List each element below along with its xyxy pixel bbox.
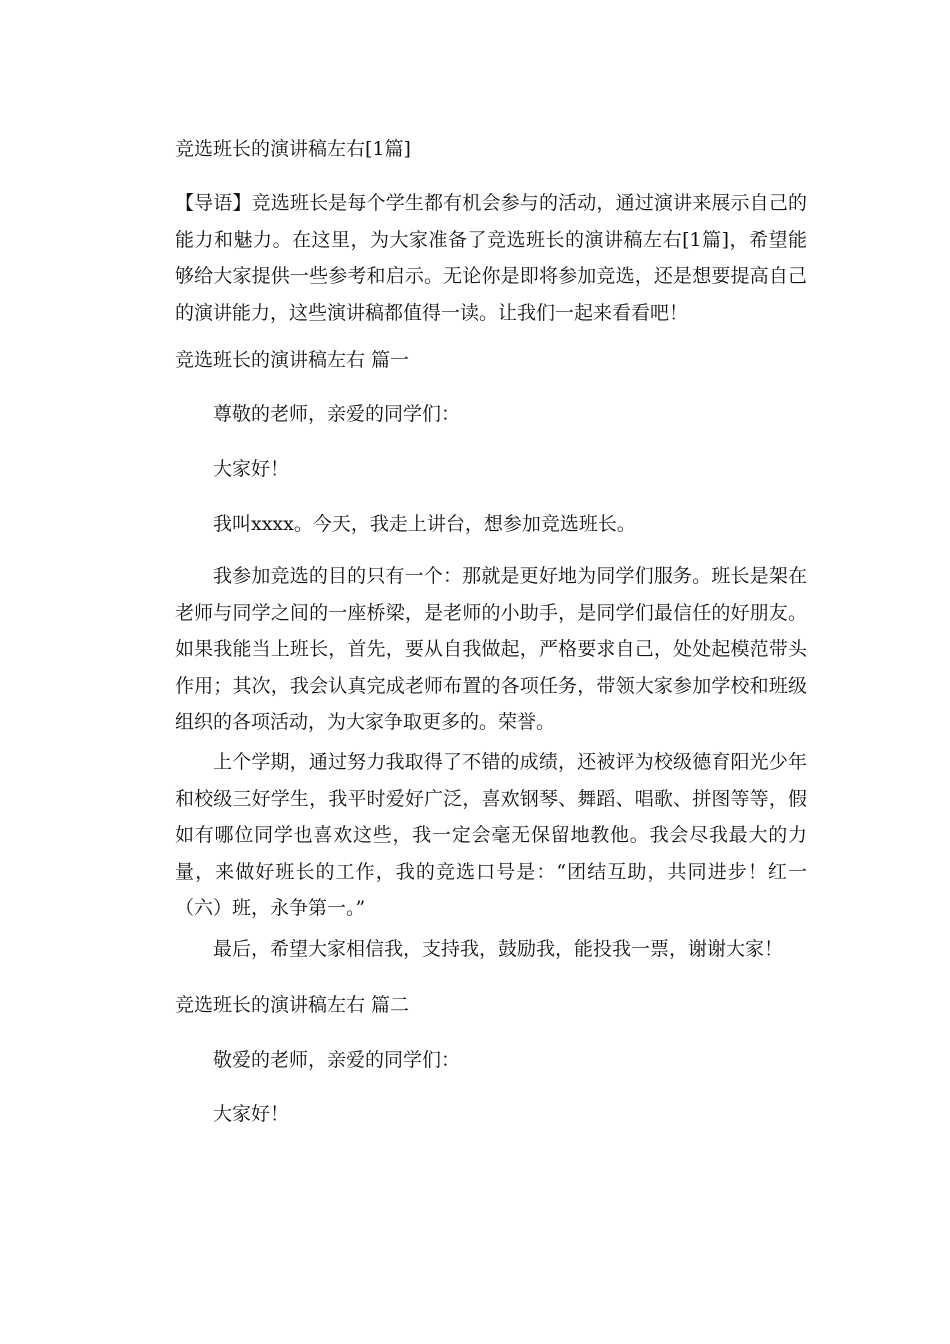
section1-paragraph-3: 上个学期，通过努力我取得了不错的成绩，还被评为校级德育阳光少年和校级三好学生，我平时爱好广泛，喜欢钢琴、舞蹈、唱歌、拼图等等，假如有哪位同学也喜欢这些，我一定会毫无保留地教他。我会尽我最大的力量，来做好班长的工作，我的竞选口号是：“团结互助，共同进步！红一（六）班，永争第一。” — [175, 751, 807, 919]
section1-paragraph-4: 最后，希望大家相信我，支持我，鼓励我，能投我一票，谢谢大家！ — [213, 938, 784, 960]
section1-greeting: 大家好！ — [213, 458, 290, 480]
section1-paragraph-2: 我参加竞选的目的只有一个：那就是更好地为同学们服务。班长是架在老师与同学之间的一座桥梁，是老师的小助手，是同学们最信任的好朋友。如果我能当上班长，首先，要从自我做起，严格要求自己，处处起模范带头作用；其次，我会认真完成老师布置的各项任务，带领大家参加学校和班级组织的各项活动，为大家争取更多的。荣誉。 — [175, 565, 807, 733]
section1-salutation: 尊敬的老师，亲爱的同学们： — [213, 403, 461, 425]
section1-heading: 竞选班长的演讲稿左右 篇一 — [175, 349, 410, 371]
section2-greeting: 大家好！ — [213, 1103, 290, 1125]
intro-paragraph: 【导语】竞选班长是每个学生都有机会参与的活动，通过演讲来展示自己的能力和魅力。在这里，为大家准备了竞选班长的演讲稿左右[1篇]，希望能够给大家提供一些参考和启示。无论你是即将参加竞选，还是想要提高自己的演讲能力，这些演讲稿都值得一读。让我们一起来看看吧！ — [175, 192, 807, 324]
document-title: 竞选班长的演讲稿左右[1篇] — [175, 138, 411, 160]
section1-paragraph-1: 我叫xxxx。今天，我走上讲台，想参加竞选班长。 — [213, 513, 636, 535]
section2-heading: 竞选班长的演讲稿左右 篇二 — [175, 994, 410, 1016]
section2-salutation: 敬爱的老师，亲爱的同学们： — [213, 1049, 461, 1071]
